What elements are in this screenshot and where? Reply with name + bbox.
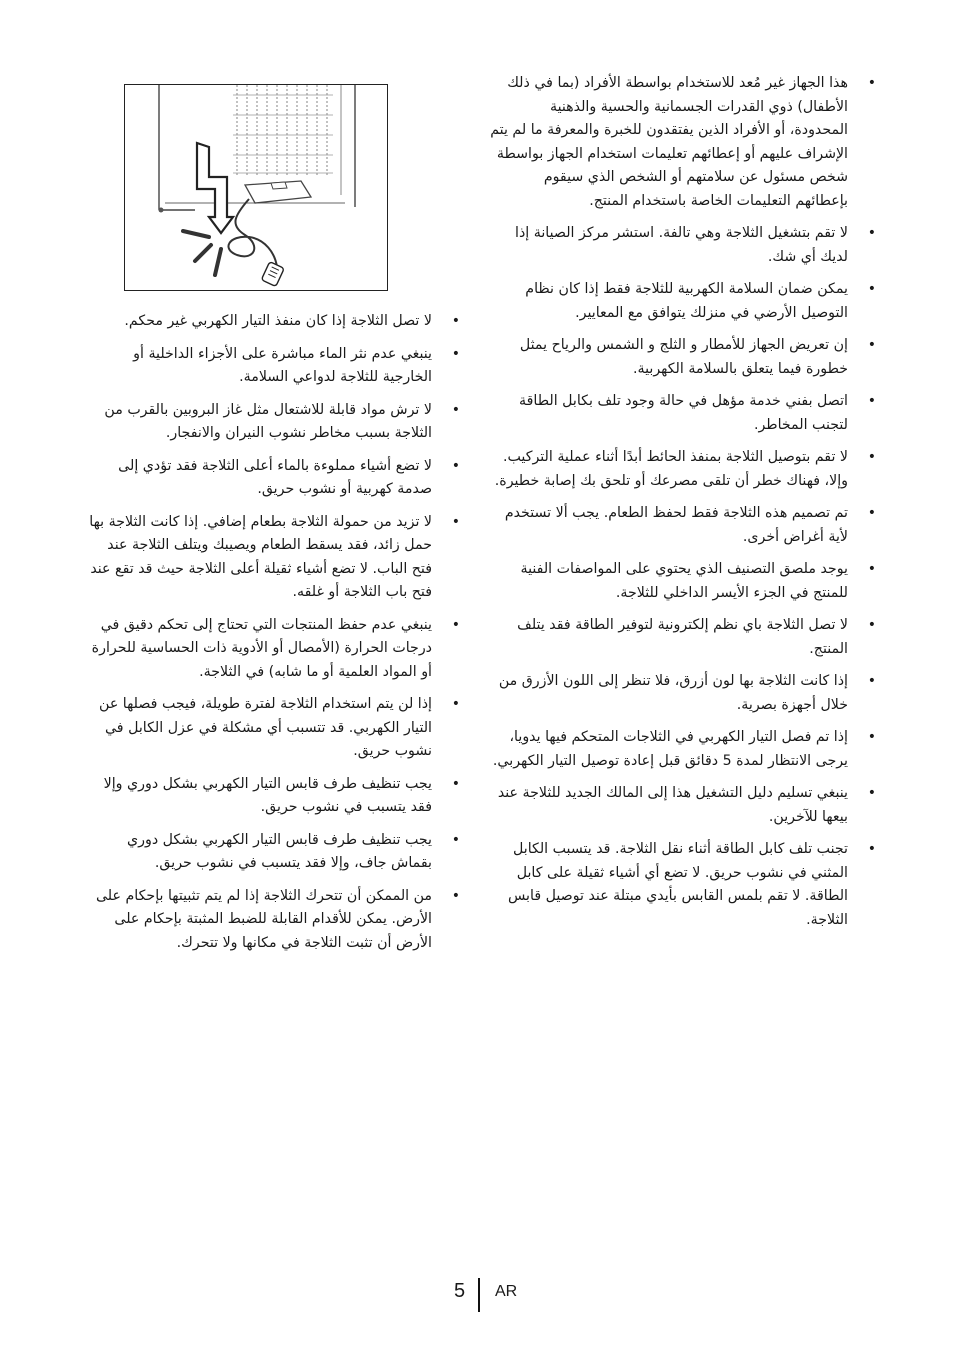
safety-list-left <box>84 310 464 955</box>
list-item: • تجنب تلف كابل الطاقة أثناء نقل الثلاجة. قد يتسبب الكابل المثني في نشوب حريق. لا تضع أي أشياء ثقيلة على كابل الطاقة. لا تقم بلمس القابس بأيدي مبتلة عند توصيل قابس الثلاجة. <box>490 838 880 932</box>
list-item: • لا ترش مواد قابلة للاشتعال مثل غاز البروبين بالقرب من الثلاجة بسبب مخاطر نشوب النيران والانفجار. <box>84 399 464 446</box>
refrigerator-plug-illustration <box>124 84 388 291</box>
page-footer <box>440 1278 540 1312</box>
list-item: • لا تقم بتشغيل الثلاجة وهي تالفة. استشر مركز الصيانة إذا لديك أي شك. <box>490 222 880 269</box>
list-item: • إذا لن يتم استخدام الثلاجة لفترة طويلة، فيجب فصلها عن التيار الكهربي. قد تتسبب أي مشكلة في عزل الكابل في نشوب حريق. <box>84 693 464 764</box>
list-item: • لا تقم بتوصيل الثلاجة بمنفذ الحائط أبدًا أثناء عملية التركيب. وإلا، فهناك خطر أن تلقى مصرعك أو تلحق بك إصابة خطيرة. <box>490 446 880 493</box>
list-item: • يوجد ملصق التصنيف الذي يحتوي على المواصفات الفنية للمنتج في الجزء الأيسر الداخلي للثلاجة. <box>490 558 880 605</box>
right-column <box>490 72 880 941</box>
list-item: • ينبغي عدم حفظ المنتجات التي تحتاج إلى تحكم دقيق في درجات الحرارة (الأمصال أو الأدوية ذات الحساسية للحرارة أو المواد العلمية أو ما شابه) في الثلاجة. <box>84 614 464 685</box>
footer-divider <box>478 1278 480 1312</box>
safety-list-right <box>490 72 880 932</box>
page-number: 5 <box>454 1280 466 1302</box>
list-item: • لا تصل الثلاجة إذا كان منفذ التيار الكهربي غير محكم. <box>84 310 464 334</box>
fridge-back-drawing <box>125 85 387 290</box>
list-item: • ينبغي تسليم دليل التشغيل هذا إلى المالك الجديد للثلاجة عند بيعها للآخرين. <box>490 782 880 829</box>
language-code: AR <box>495 1283 518 1300</box>
list-item: • لا تضع أشياء مملوءة بالماء أعلى الثلاجة فقد تؤدي إلى صدمة كهربية أو نشوب حريق. <box>84 455 464 502</box>
list-item: • إذا تم فصل التيار الكهربي في الثلاجات المتحكم فيها يدويا، يرجى الانتظار لمدة 5 دقائق قبل إعادة توصيل التيار الكهربي. <box>490 726 880 773</box>
list-item: • لا تزيد من حمولة الثلاجة بطعام إضافي. إذا كانت الثلاجة بها حمل زائد، فقد يسقط الطعام ويصيبك ويتلف الثلاجة عند فتح الباب. لا تضع أشياء ثقيلة أعلى الثلاجة حيث قد تقع عند فتح باب الثلاجة أو غلقه. <box>84 511 464 605</box>
list-item: • إذا كانت الثلاجة بها لون أزرق، فلا تنظر إلى اللون الأزرق من خلال أجهزة بصرية. <box>490 670 880 717</box>
list-item: • يمكن ضمان السلامة الكهربية للثلاجة فقط إذا كان نظام التوصيل الأرضي في منزلك يتوافق مع المعايير. <box>490 278 880 325</box>
list-item: • لا تصل الثلاجة باي نظم إلكترونية لتوفير الطاقة فقد يتلف المنتج. <box>490 614 880 661</box>
list-item: • ينبغي عدم نثر الماء مباشرة على الأجزاء الداخلية أو الخارجية للثلاجة لدواعي السلامة. <box>84 343 464 390</box>
list-item: • إن تعريض الجهاز للأمطار و الثلج و الشمس والرياح يمثل خطورة فيما يتعلق بالسلامة الكهربية. <box>490 334 880 381</box>
list-item: • هذا الجهاز غير مُعد للاستخدام بواسطة الأفراد (بما في ذلك الأطفال) ذوي القدرات الجسمانية والحسية والذهنية المحدودة، أو الأفراد الذين يفتقدون للخبرة والمعرفة ما لم يتم الإشراف عليهم أو إعطائهم تعليمات استخدام الجهاز بواسطة شخص مسئول عن سلامتهم أو الشخص الذي سيقوم بإعطائهم التعليمات الخاصة باستخدام المنتج. <box>490 72 880 213</box>
list-item: • اتصل بفني خدمة مؤهل في حالة وجود تلف بكابل الطاقة لتجنب المخاطر. <box>490 390 880 437</box>
list-item: • من الممكن أن تتحرك الثلاجة إذا لم يتم تثبيتها بإحكام على الأرض. يمكن للأقدام القابلة للضبط المثبتة بإحكام على الأرض أن تثبت الثلاجة في مكانها ولا تتحرك. <box>84 885 464 956</box>
left-column <box>84 310 464 964</box>
list-item: • يجب تنظيف طرف قابس التيار الكهربي بشكل دوري وإلا فقد يتسبب في نشوب حريق. <box>84 773 464 820</box>
list-item: • يجب تنظيف طرف قابس التيار الكهربي بشكل دوري بقماش جاف، وإلا فقد يتسبب في نشوب حريق. <box>84 829 464 876</box>
list-item: • تم تصميم هذه الثلاجة فقط لحفظ الطعام. يجب ألا تستخدم لأية أغراض أخرى. <box>490 502 880 549</box>
